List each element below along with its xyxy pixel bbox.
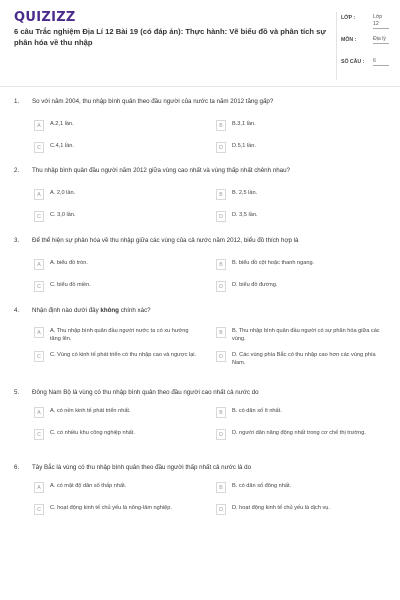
option-letter-box[interactable]: D [216,429,226,440]
option-text: D. hoạt động kinh tế chủ yếu là dịch vụ. [232,505,330,511]
option-letter-box[interactable]: A [34,120,44,131]
option-letter-box[interactable]: A [34,327,44,338]
option-letter-box[interactable]: B [216,189,226,200]
option-text: C. có nhiều khu công nghiệp nhất. [50,430,135,436]
option-letter-box[interactable]: C [34,211,44,222]
meta-row-class [337,12,393,34]
option-text: B. có dân số ít nhất. [232,408,282,414]
page-title: 6 câu Trắc nghiệm Địa Lí 12 Bài 19 (có đáp án): Thực hành: Vẽ biểu đồ và phân tích sự phân hóa về thu nhập [14,27,326,47]
question-text-emphasis: không [100,307,119,314]
option-text: B.3,1 lần. [232,121,256,127]
option-text: A. có nền kinh tế phát triển nhất. [50,408,131,414]
option-text: D. Các vùng phía Bắc có thu nhập cao hơn các vùng phía Nam. [232,352,376,366]
question-text-part: chính xác? [118,307,151,314]
option-text: B. Thu nhập bình quân đầu người có sự phân hóa giữa các vùng. [232,328,380,342]
meta-label: LỚP : [341,15,356,21]
meta-label: SỐ CÂU : [341,59,365,65]
question-text: Tây Bắc là vùng có thu nhập bình quân theo đầu người thấp nhất cả nước là do [32,464,252,471]
question-number: 5. [14,389,20,396]
option-letter-box[interactable]: D [216,281,226,292]
option-text: B. biểu đồ cột hoặc thanh ngang. [232,260,315,266]
option-text: D.5,1 lần. [232,143,256,149]
option-text: A. Thu nhập bình quân đầu người nước ta có xu hướng tăng lên. [50,328,189,342]
option-text: A. biểu đồ tròn. [50,260,88,266]
quizizz-logo[interactable]: QUIZIZZ [14,10,76,25]
option-letter-box[interactable]: C [34,142,44,153]
question-number: 1. [14,98,20,105]
option-text: C. hoạt động kinh tế chủ yếu là nông-lâm nghiệp. [50,505,172,511]
option-letter-box[interactable]: C [34,351,44,362]
option-text: C. Vùng có kinh tế phát triển có thu nhập cao và ngược lại. [50,352,197,358]
option-text: D. 3,5 lần. [232,212,258,218]
option-text: C. biểu đồ miền. [50,282,91,288]
question-text: Thu nhập bình quân đầu người năm 2012 giữa vùng cao nhất và vùng thấp nhất chênh nhau? [32,167,290,174]
option-letter-box[interactable]: C [34,281,44,292]
question-text: So với năm 2004, thu nhập bình quân theo đầu người của nước ta năm 2012 tăng gấp? [32,98,274,105]
option-letter-box[interactable]: C [34,504,44,515]
option-letter-box[interactable]: D [216,211,226,222]
question-text: Để thể hiện sự phân hóa về thu nhập giữa các vùng của cả nước năm 2012, biểu đồ thích hợp là [32,237,299,244]
worksheet-meta [336,12,393,80]
meta-label: MÔN : [341,37,357,43]
option-letter-box[interactable]: B [216,327,226,338]
option-letter-box[interactable]: D [216,142,226,153]
question-number: 4. [14,307,20,314]
option-text: A.2,1 lần. [50,121,74,127]
option-text: A. có mật độ dân số thấp nhất. [50,483,127,489]
question-number: 6. [14,464,20,471]
option-letter-box[interactable]: A [34,259,44,270]
option-letter-box[interactable]: C [34,429,44,440]
option-text: C. 3,0 lần. [50,212,76,218]
meta-value: Lớp 12 [373,14,389,29]
option-letter-box[interactable]: B [216,259,226,270]
question-text-part: Nhận định nào dưới đây [32,307,101,314]
option-letter-box[interactable]: B [216,407,226,418]
option-text: B. 2,5 lần. [232,190,258,196]
option-text: D. người dân năng động nhất trong cơ chế thị trường. [232,430,366,436]
option-letter-box[interactable]: A [34,482,44,493]
meta-row-question-count [337,56,393,78]
option-text: D. biểu đồ đường. [232,282,278,288]
question-text: Đông Nam Bộ là vùng có thu nhập bình quân theo đầu người cao nhất cả nước do [32,389,259,396]
option-text: A. 2,0 lần. [50,190,76,196]
option-letter-box[interactable]: D [216,504,226,515]
option-letter-box[interactable]: B [216,120,226,131]
question-text [32,307,382,315]
option-text: C.4,1 lần. [50,143,74,149]
meta-value: 6 [373,58,389,66]
option-text: B. có dân số đông nhất. [232,483,292,489]
question-number: 3. [14,237,20,244]
meta-row-subject [337,34,393,56]
meta-value: Địa lý [373,36,389,44]
option-letter-box[interactable]: D [216,351,226,362]
option-letter-box[interactable]: A [34,407,44,418]
question-number: 2. [14,167,20,174]
option-letter-box[interactable]: A [34,189,44,200]
option-letter-box[interactable]: B [216,482,226,493]
worksheet-header [0,0,400,87]
